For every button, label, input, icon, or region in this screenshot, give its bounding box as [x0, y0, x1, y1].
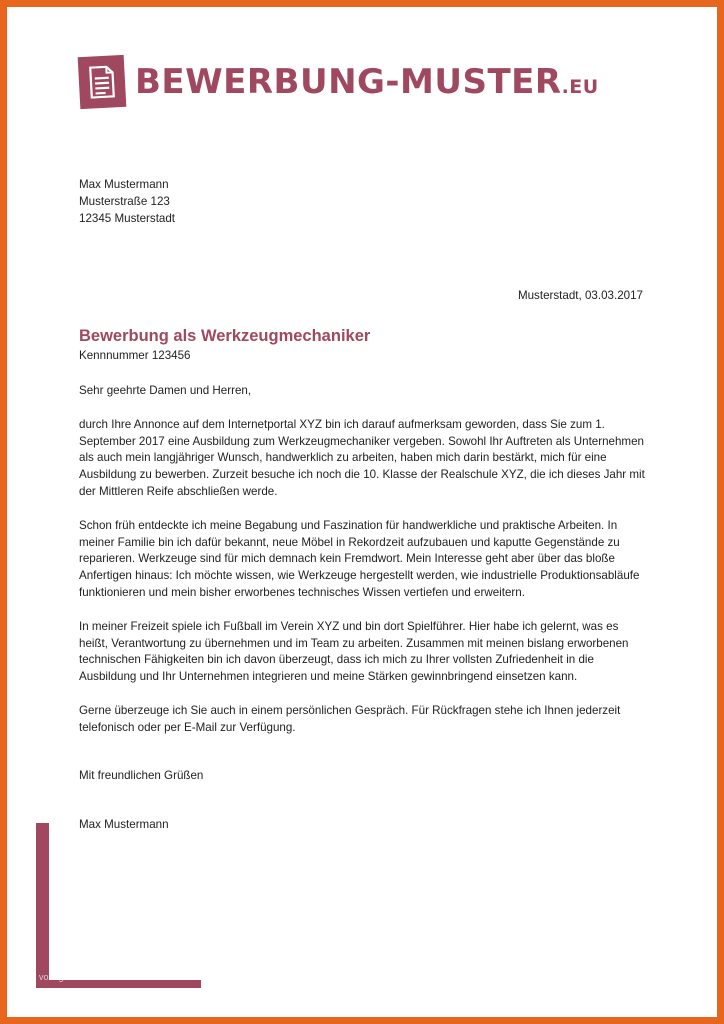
brand-logo[interactable] [79, 56, 599, 108]
paragraph-2: Schon früh entdeckte ich meine Begabung und Faszination für handwerkliche und praktische Arbeiten. In meiner Familie bin ich dafür bekannt, neue Möbel in Rekordzeit aufzubauen und kaputte Gegenstände zu reparieren. Werkzeuge sind für mich demnach kein Fremdwort. Mein Interesse geht aber über das bloße Anfertigen hinaus: Ich möchte wissen, wie Werkzeuge hergestellt werden, wie industrielle Produktionsabläufe funktionieren und mein bisher erworbenes technisches Wissen vertiefen und erweitern. [79, 518, 640, 599]
sender-address [79, 177, 649, 227]
sender-street: Musterstraße 123 [79, 194, 170, 208]
decorative-bar-vertical [36, 823, 49, 988]
sender-name: Max Mustermann [79, 178, 169, 191]
letter-body [79, 177, 649, 834]
closing: Mit freundlichen Grüßen [79, 768, 204, 782]
paragraph-3: In meiner Freizeit spiele ich Fußball im Verein XYZ und bin dort Spielführer. Hier habe ich gelernt, was es heißt, Verantwortung zu übernehmen und im Team zu arbeiten. Zusammen mit meinen bislang erworbenen technischen Fähigkeiten bin ich davon überzeugt, dass ich mich zu Ihrer vollsten Zufriedenheit in die Ausbildung und Ihr Unternehmen integrieren und meine Stärken gewinnbringend einsetzen kann. [79, 619, 629, 684]
brand-name-main: BEWERBUNG-MUSTER [135, 62, 562, 102]
watermark-text: vorlage [39, 972, 69, 982]
reference-number: Kennnummer 123456 [79, 349, 191, 363]
salutation: Sehr geehrte Damen und Herren, [79, 383, 252, 397]
brand-name [135, 62, 599, 102]
letter-subject: Bewerbung als Werkzeugmechaniker [79, 327, 371, 346]
signature-name: Max Mustermann [79, 818, 169, 832]
sender-city: 12345 Musterstadt [79, 211, 176, 225]
paragraph-4: Gerne überzeuge ich Sie auch in einem persönlichen Gespräch. Für Rückfragen stehe ich Ihnen jederzeit telefonisch oder per E-Mail zur Verfügung. [79, 703, 621, 734]
letter-page [7, 7, 717, 1017]
document-icon [78, 55, 127, 109]
letter-date: Musterstadt, 03.03.2017 [517, 289, 643, 303]
brand-tld: .EU [561, 76, 599, 98]
paragraph-1: durch Ihre Annonce auf dem Internetportal XYZ bin ich darauf aufmerksam geworden, dass Sie zum 1. September 2017 eine Ausbildung zum Werkzeugmechaniker vergeben. Sowohl Ihr Auftreten als Unternehmen als auch mein langjähriger Wunsch, handwerklich zu arbeiten, haben mich darin bestärkt, mich für eine Ausbildung zu bewerben. Zurzeit besuche ich noch die 10. Klasse der Realschule XYZ, die ich dieses Jahr mit der Mittleren Reife abschließen werde. [79, 417, 645, 498]
